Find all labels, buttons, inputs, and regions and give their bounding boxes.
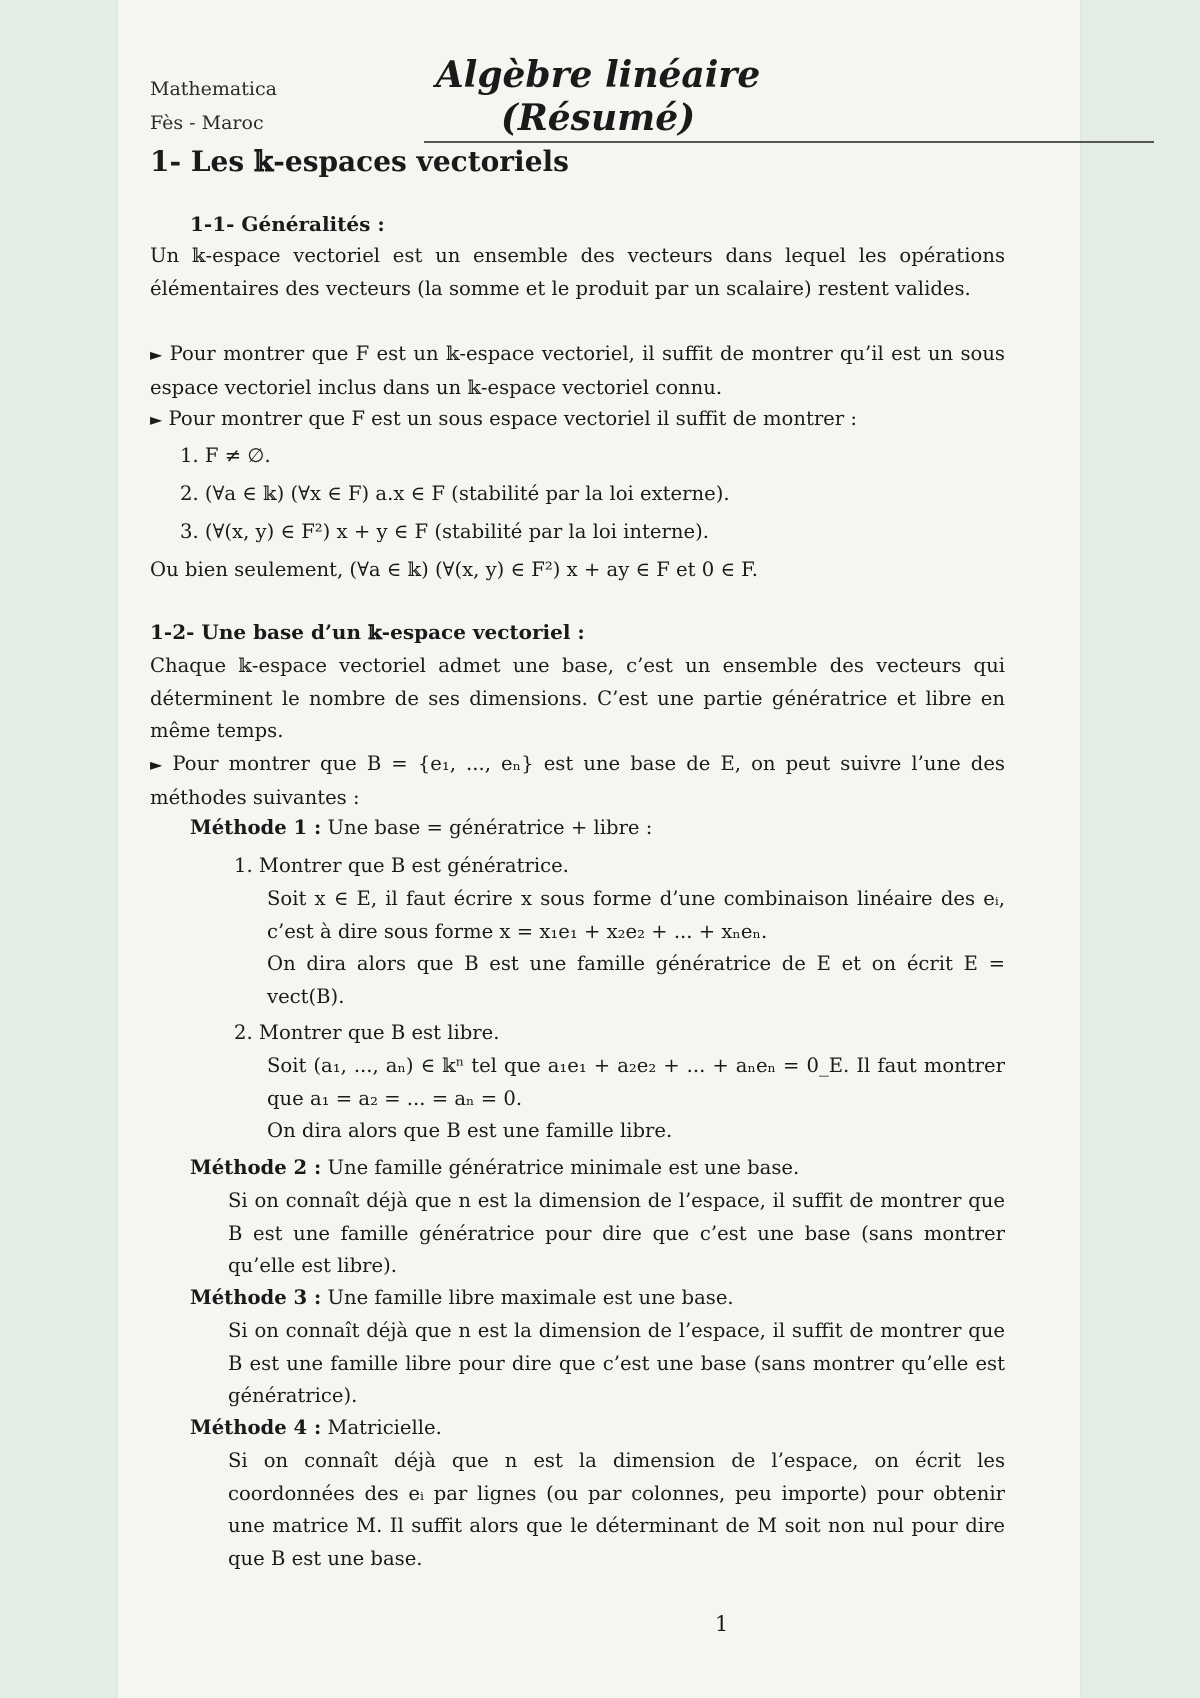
paragraph-intro: Un 𝕜-espace vectoriel est un ensemble des vecteurs dans lequel les opérations élémentaires des vecteurs (la somme et le produit par un scalaire) restent valides.: [150, 244, 1005, 300]
subsection-heading-1: 1-1- Généralités :: [190, 212, 385, 236]
method-label: Méthode 3 :: [190, 1286, 322, 1309]
org-location: Fès - Maroc: [150, 112, 264, 134]
bullet-text: Pour montrer que F est un sous espace vectoriel il suffit de montrer :: [168, 407, 857, 430]
method-summary: Une base = génératrice + libre :: [327, 816, 653, 839]
method-1-step-1-conclusion: On dira alors que B est une famille génératrice de E et on écrit E = vect(B).: [267, 952, 1005, 1008]
method-1-step-1-title: 1. Montrer que B est génératrice.: [234, 854, 569, 877]
list-item: 1. F ≠ ∅.: [180, 444, 271, 467]
list-item: 2. (∀a ∈ 𝕜) (∀x ∈ F) a.x ∈ F (stabilité par la loi externe).: [180, 482, 730, 505]
doc-title: Algèbre linéaire: [435, 54, 761, 96]
method-4-body: Si on connaît déjà que n est la dimension de l’espace, on écrit les coordonnées des eᵢ par lignes (ou par colonnes, peu importe) pour obtenir une matrice M. Il suffit alors que le déterminant de M soit non nul pour dire que B est une base.: [228, 1449, 1005, 1570]
method-2-body: Si on connaît déjà que n est la dimension de l’espace, il suffit de montrer que B est une famille génératrice pour dire que c’est une base (sans montrer qu’elle est libre).: [228, 1189, 1005, 1277]
method-summary: Matricielle.: [327, 1416, 442, 1439]
paragraph-intro: Chaque 𝕜-espace vectoriel admet une base, c’est un ensemble des vecteurs qui déterminent le nombre de ses dimensions. C’est une partie génératrice et libre en même temps.: [150, 654, 1005, 742]
method-2-line: [190, 1152, 1005, 1185]
alternative-condition: Ou bien seulement, (∀a ∈ 𝕜) (∀(x, y) ∈ F²) x + ay ∈ F et 0 ∈ F.: [150, 558, 758, 581]
title-rule: [424, 141, 1154, 143]
method-1-step-2-title: 2. Montrer que B est libre.: [234, 1021, 500, 1044]
method-summary: Une famille génératrice minimale est une base.: [327, 1156, 800, 1179]
method-summary: Une famille libre maximale est une base.: [327, 1286, 734, 1309]
method-label: Méthode 4 :: [190, 1416, 322, 1439]
bullet-text: Pour montrer que F est un 𝕜-espace vectoriel, il suffit de montrer qu’il est un sous espace vectoriel inclus dans un 𝕜-espace vectoriel connu.: [150, 342, 1005, 399]
bullet-arrow-icon: ►: [150, 755, 163, 774]
bullet-arrow-icon: ►: [150, 410, 163, 429]
bullet-paragraph: [150, 338, 1005, 404]
subsection-heading-2: 1-2- Une base d’un 𝕜-espace vectoriel :: [150, 620, 585, 644]
method-1-line: [190, 812, 1005, 845]
method-3-body: Si on connaît déjà que n est la dimension de l’espace, il suffit de montrer que B est une famille libre pour dire que c’est une base (sans montrer qu’elle est génératrice).: [228, 1319, 1005, 1407]
page-number: 1: [715, 1612, 729, 1636]
method-1-step-2-text: Soit (a₁, ..., aₙ) ∈ 𝕜ⁿ tel que a₁e₁ + a₂e₂ + ... + aₙeₙ = 0_E. Il faut montrer que a₁ = a₂ = ... = aₙ = 0.: [267, 1054, 1005, 1110]
method-label: Méthode 2 :: [190, 1156, 322, 1179]
bullet-paragraph: [150, 748, 1005, 814]
bullet-text: Pour montrer que B = {e₁, ..., eₙ} est une base de E, on peut suivre l’une des méthodes suivantes :: [150, 752, 1005, 809]
bullet-arrow-icon: ►: [150, 345, 163, 364]
method-1-step-2-conclusion: On dira alors que B est une famille libre.: [267, 1119, 673, 1142]
list-item: 3. (∀(x, y) ∈ F²) x + y ∈ F (stabilité par la loi interne).: [180, 520, 709, 543]
doc-subtitle: (Résumé): [500, 97, 696, 139]
method-label: Méthode 1 :: [190, 816, 322, 839]
method-4-line: [190, 1412, 1005, 1445]
org-name: Mathematica: [150, 78, 277, 100]
method-3-line: [190, 1282, 1005, 1315]
method-1-step-1-text: Soit x ∈ E, il faut écrire x sous forme d’une combinaison linéaire des eᵢ, c’est à dire sous forme x = x₁e₁ + x₂e₂ + ... + xₙeₙ.: [267, 887, 1005, 943]
bullet-paragraph: [150, 403, 1005, 437]
section-heading: 1- Les 𝕜-espaces vectoriels: [150, 145, 569, 178]
